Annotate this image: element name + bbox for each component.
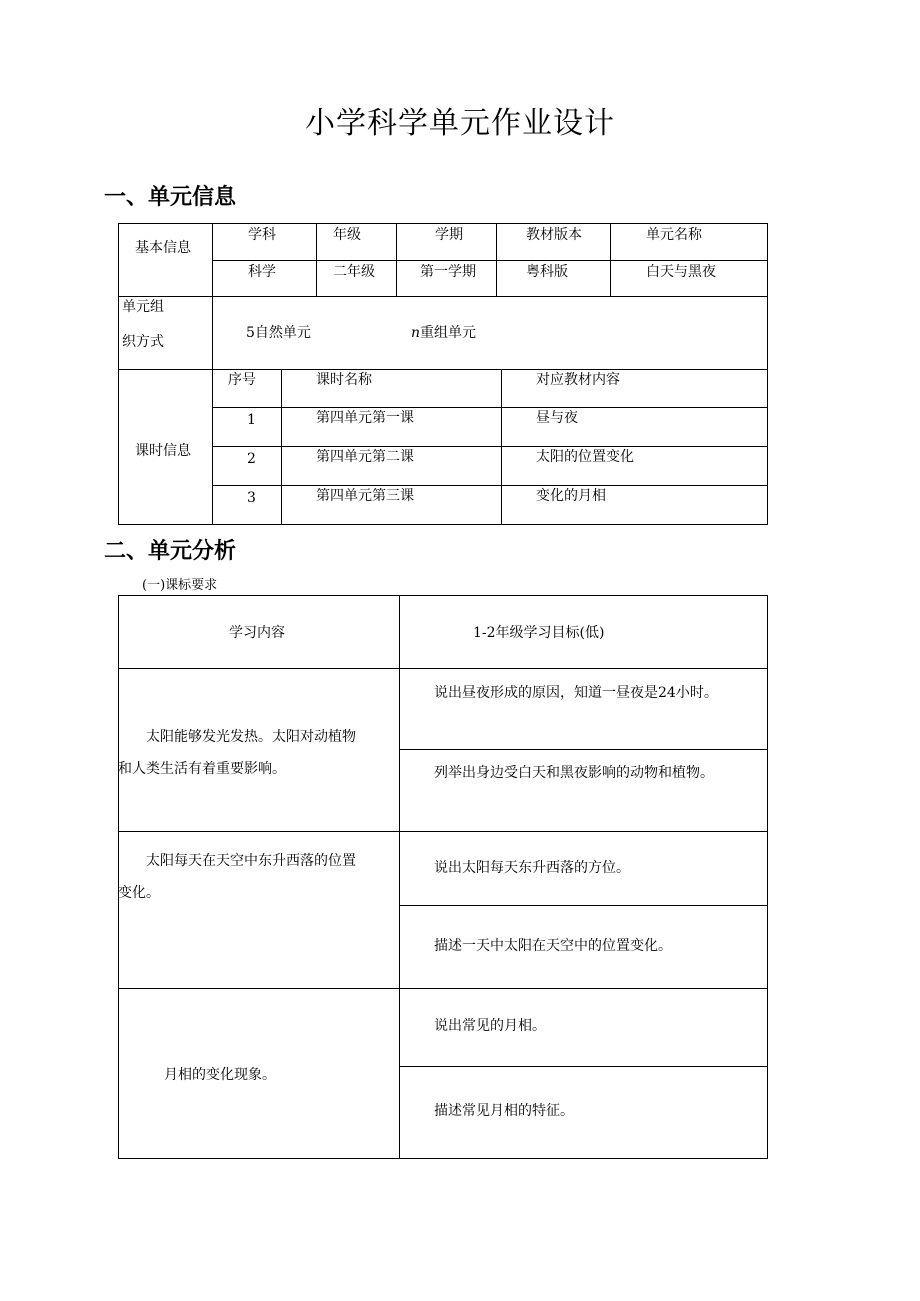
content-1-line-1: 太阳能够发光发热。太阳对动植物 <box>146 729 356 745</box>
value-textbook: 粤科版 <box>526 264 568 280</box>
lesson-row-1-number: 1 <box>247 412 256 428</box>
value-grade: 二年级 <box>333 264 375 280</box>
header-learning-content: 学习内容 <box>229 625 285 641</box>
goal-1-2: 列举出身边受白天和黑夜影响的动物和植物。 <box>434 765 714 781</box>
lesson-row-3-content: 变化的月相 <box>536 488 606 504</box>
header-grade: 年级 <box>333 227 361 243</box>
goal-3-1: 说出常见的月相。 <box>434 1018 546 1034</box>
lesson-header-number: 序号 <box>228 372 256 388</box>
goal-1-1: 说出昼夜形成的原因，知道一昼夜是24小时。 <box>434 685 718 701</box>
natural-unit-option <box>246 324 311 342</box>
header-unit-name: 单元名称 <box>646 227 702 243</box>
regroup-unit-mark: n <box>411 325 421 341</box>
organization-label-2: 织方式 <box>122 334 164 350</box>
lesson-row-3-number: 3 <box>247 490 256 506</box>
lesson-row-1-content: 昼与夜 <box>536 410 578 426</box>
regroup-unit-text: 重组单元 <box>420 325 477 341</box>
header-subject: 学科 <box>248 227 276 243</box>
content-moon-phases: 月相的变化现象。 <box>164 1067 276 1083</box>
content-sun-light-heat <box>118 721 398 785</box>
lesson-row-2-content: 太阳的位置变化 <box>536 449 634 465</box>
goal-2-2: 描述一天中太阳在天空中的位置变化。 <box>434 938 672 954</box>
goal-3-2: 描述常见月相的特征。 <box>434 1103 574 1119</box>
lesson-row-1-name: 第四单元第一课 <box>316 410 414 426</box>
content-sun-position <box>118 845 398 909</box>
lesson-row-3-name: 第四单元第三课 <box>316 488 414 504</box>
organization-label-1: 单元组 <box>122 299 164 315</box>
lesson-row-2-number: 2 <box>247 451 256 467</box>
section1-heading: 一、单元信息 <box>104 185 237 210</box>
header-semester: 学期 <box>435 227 463 243</box>
header-textbook: 教材版本 <box>526 227 582 243</box>
lesson-header-name: 课时名称 <box>316 372 372 388</box>
curriculum-requirements-heading: (一)课标要求 <box>142 578 218 593</box>
lesson-row-2-name: 第四单元第二课 <box>316 449 414 465</box>
lesson-header-content: 对应教材内容 <box>536 372 620 388</box>
natural-unit-mark: 5 <box>246 325 255 341</box>
lesson-info-label: 课时信息 <box>135 443 191 459</box>
value-subject: 科学 <box>248 264 276 280</box>
content-1-line-2: 和人类生活有着重要影响。 <box>118 761 286 777</box>
value-unit-name: 白天与黑夜 <box>646 264 716 280</box>
header-learning-goals: 1-2年级学习目标(低) <box>473 625 605 641</box>
basic-info-label: 基本信息 <box>135 240 191 256</box>
content-2-line-2: 变化。 <box>118 885 160 901</box>
goal-2-1: 说出太阳每天东升西落的方位。 <box>434 860 630 876</box>
document-title: 小学科学单元作业设计 <box>305 106 615 141</box>
natural-unit-text: 自然单元 <box>254 325 311 341</box>
regroup-unit-option <box>411 324 476 342</box>
content-2-line-1: 太阳每天在天空中东升西落的位置 <box>146 853 356 869</box>
value-semester: 第一学期 <box>420 264 476 280</box>
section2-heading: 二、单元分析 <box>104 539 237 564</box>
